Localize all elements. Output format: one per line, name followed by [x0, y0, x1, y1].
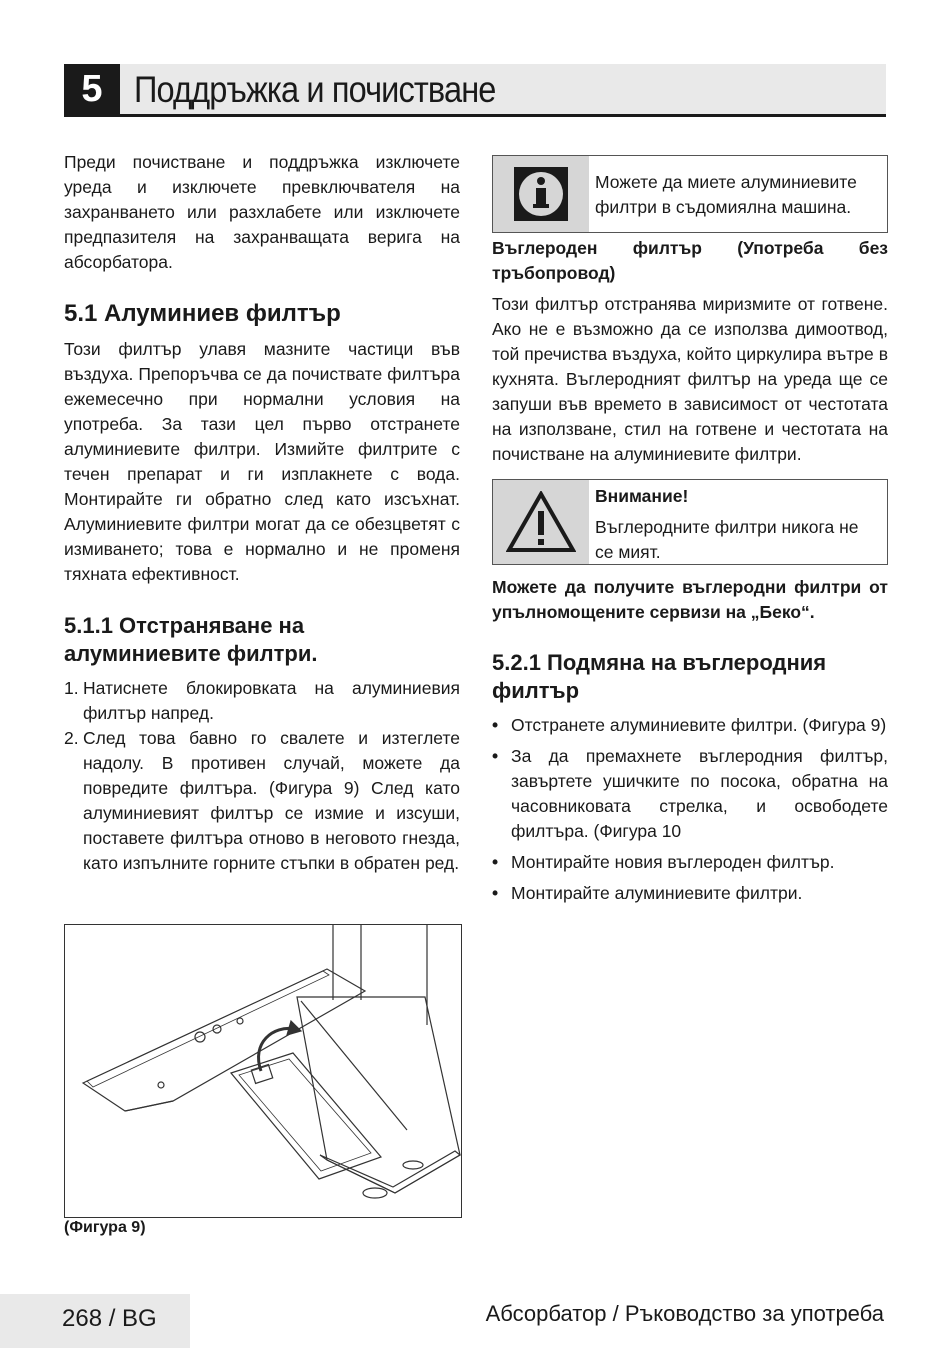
replacement-steps: [492, 713, 888, 906]
step-item: 2. След това бавно го свалете и изтеглете надолу. В противен случай, можете да повредите филтъра. (Фигура 9) След като алуминиевият филтър се измие и изсуши, поставете филтъра отново в неговото гнезда, като изпълните горните стъпки в обратен ред.: [64, 728, 460, 873]
steps-list: [64, 676, 460, 876]
carbon-filter-heading: Въглероден филтър (Употреба без тръбопровод): [492, 238, 888, 283]
info-icon: [493, 156, 589, 232]
warning-box: [492, 479, 888, 565]
figure-9-illustration: [64, 924, 462, 1218]
heading-5-1-1: 5.1.1 Отстраняване на алуминиевите филтри.: [64, 613, 318, 666]
paragraph-5-1: Този филтър улавя мазните частици във въздуха. Препоръчва се да почиствате филтъра ежемесечно при нормални условия на употреба. За тази цел първо отстранете алуминиевите филтри. Измийте филтрите с течен препарат и ги изплакнете с вода. Монтирайте ги обратно след като изсъхнат. Алуминиевите филтри могат да се обезцветят с измиването; това е нормално и не променя тяхната ефективност.: [64, 339, 460, 584]
section-number: 5: [64, 64, 120, 114]
warning-icon: [493, 480, 589, 564]
heading-5-2-1: 5.2.1 Подмяна на въглеродния филтър: [492, 650, 827, 703]
list-item: • Монтирайте алуминиевите филтри.: [492, 881, 888, 906]
info-text: Можете да миете алуминиевите филтри в съдомиялна машина.: [595, 172, 857, 217]
heading-5-1: 5.1 Алуминиев филтър: [64, 300, 341, 327]
left-column: [64, 150, 460, 876]
document-title: Абсорбатор / Ръководство за употреба: [485, 1301, 884, 1326]
list-item: • Монтирайте новия въглероден филтър.: [492, 850, 888, 875]
info-box: [492, 155, 888, 233]
right-column: [492, 155, 888, 912]
section-title: Поддръжка и почистване: [134, 69, 496, 110]
section-header: [64, 64, 886, 117]
figure-caption: (Фигура 9): [64, 1219, 146, 1236]
warning-text: Въглеродните филтри никога не се мият.: [595, 517, 859, 562]
intro-paragraph: Преди почистване и поддръжка изключете уреда и изключете превключвателя на захранването или разхлабете или изключете предпазителя на захранващата верига на абсорбатора.: [64, 152, 460, 272]
list-item: • За да премахнете въглеродния филтър, завъртете ушичките по посока, обратна на часовниковата стрелка, и освободете филтъра. (Фигура 10: [492, 744, 888, 844]
warning-title: Внимание!: [595, 486, 689, 506]
service-note: Можете да получите въглеродни филтри от упълномощените сервизи на „Беко“.: [492, 577, 888, 622]
carbon-filter-text: Този филтър отстранява миризмите от готвене. Ако не е възможно да се използва димоотвод, той пречиства въздуха, който циркулира вътре в кухнята. Въглеродният филтър на уреда ще се запуши във времето в зависимост от честотата на използване, стил на готвене и честотата на почистване на алуминиевите филтри.: [492, 294, 888, 464]
page-number: 268 / BG: [0, 1294, 190, 1348]
list-item: • Отстранете алуминиевите филтри. (Фигура 9): [492, 713, 888, 738]
step-item: 1. Натиснете блокировката на алуминиевия филтър напред.: [64, 678, 460, 723]
